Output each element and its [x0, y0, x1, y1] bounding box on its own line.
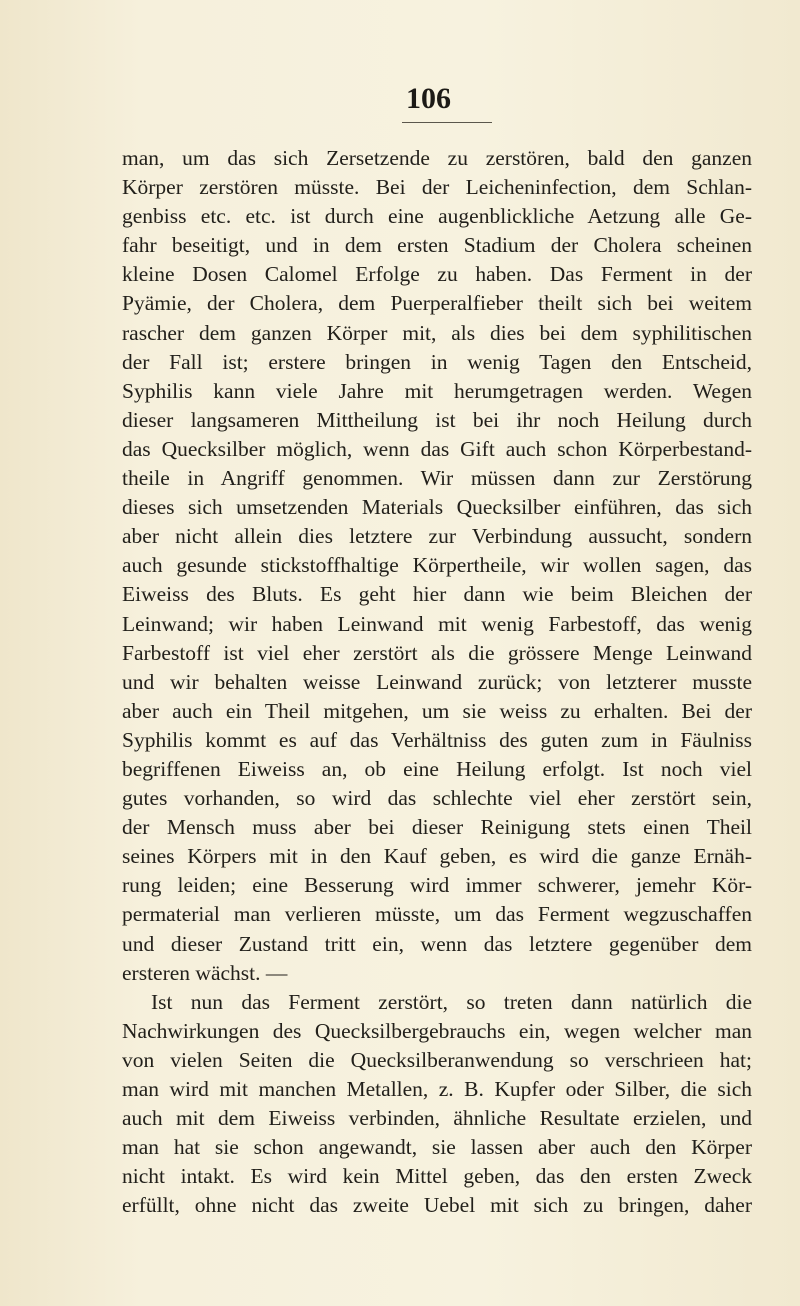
- text-line: und wir behalten weisse Leinwand zurück; von letzterer musste: [122, 669, 752, 694]
- text-line: aber nicht allein dies letztere zur Verbindung aussucht, sondern: [122, 524, 752, 549]
- text-line: man wird mit manchen Metallen, z. B. Kupfer oder Silber, die sich: [122, 1077, 752, 1101]
- text-line: Eiweiss des Bluts. Es geht hier dann wie beim Bleichen der: [122, 582, 752, 607]
- text-line: fahr beseitigt, und in dem ersten Stadium der Cholera scheinen: [122, 233, 752, 258]
- text-line: der Fall ist; erstere bringen in wenig Tagen den Entscheid,: [122, 349, 752, 374]
- text-line: begriffenen Eiweiss an, ob eine Heilung erfolgt. Ist noch viel: [122, 756, 752, 781]
- text-line: Syphilis kann viele Jahre mit herumgetragen werden. Wegen: [122, 378, 752, 403]
- text-line: ersteren wächst. —: [122, 960, 288, 985]
- body-text: [122, 144, 752, 1220]
- text-line: Körper zerstören müsste. Bei der Leicheninfection, dem Schlan-: [122, 175, 752, 200]
- text-line: man hat sie schon angewandt, sie lassen aber auch den Körper: [122, 1135, 752, 1160]
- text-line: aber auch ein Theil mitgehen, um sie weiss zu erhalten. Bei der: [122, 698, 752, 723]
- text-line: permaterial man verlieren müsste, um das Ferment wegzuschaffen: [122, 902, 752, 927]
- text-line: nicht intakt. Es wird kein Mittel geben, das den ersten Zweck: [122, 1164, 752, 1189]
- text-line: Pyämie, der Cholera, dem Puerperalfieber theilt sich bei weitem: [122, 291, 752, 316]
- header-rule: [402, 122, 492, 123]
- text-line: erfüllt, ohne nicht das zweite Uebel mit sich zu bringen, daher: [122, 1193, 752, 1218]
- text-line: der Mensch muss aber bei dieser Reinigung stets einen Theil: [122, 815, 752, 840]
- text-line: man, um das sich Zersetzende zu zerstören, bald den ganzen: [122, 146, 752, 170]
- text-line: Nachwirkungen des Quecksilbergebrauchs ein, wegen welcher man: [122, 1018, 752, 1043]
- page-header: [406, 84, 494, 114]
- text-line: und dieser Zustand tritt ein, wenn das letztere gegenüber dem: [122, 931, 752, 956]
- text-line: auch gesunde stickstoffhaltige Körpertheile, wir wollen sagen, das: [122, 553, 752, 578]
- text-line: Farbestoff ist viel eher zerstört als die grössere Menge Leinwand: [122, 640, 752, 665]
- text-line: dieses sich umsetzenden Materials Quecksilber einführen, das sich: [122, 495, 752, 520]
- text-line: Leinwand; wir haben Leinwand mit wenig Farbestoff, das wenig: [122, 611, 752, 636]
- text-line: auch mit dem Eiweiss verbinden, ähnliche Resultate erzielen, und: [122, 1106, 752, 1131]
- text-line: Syphilis kommt es auf das Verhältniss des guten zum in Fäulniss: [122, 727, 752, 752]
- text-line: seines Körpers mit in den Kauf geben, es wird die ganze Ernäh-: [122, 844, 752, 869]
- text-line: dieser langsameren Mittheilung ist bei ihr noch Heilung durch: [122, 407, 752, 432]
- page-number: 106: [406, 82, 451, 115]
- text-line: rascher dem ganzen Körper mit, als dies bei dem syphilitischen: [122, 320, 752, 345]
- text-line: gutes vorhanden, so wird das schlechte viel eher zerstört sein,: [122, 786, 752, 811]
- text-line: kleine Dosen Calomel Erfolge zu haben. Das Ferment in der: [122, 262, 752, 287]
- text-line: Ist nun das Ferment zerstört, so treten dann natürlich die: [151, 989, 752, 1014]
- text-line: von vielen Seiten die Quecksilberanwendung so verschrieen hat;: [122, 1047, 752, 1072]
- text-line: das Quecksilber möglich, wenn das Gift auch schon Körperbestand-: [122, 436, 752, 461]
- text-line: rung leiden; eine Besserung wird immer schwerer, jemehr Kör-: [122, 873, 752, 898]
- text-line: theile in Angriff genommen. Wir müssen dann zur Zerstörung: [122, 466, 752, 491]
- text-line: genbiss etc. etc. ist durch eine augenblickliche Aetzung alle Ge-: [122, 204, 752, 229]
